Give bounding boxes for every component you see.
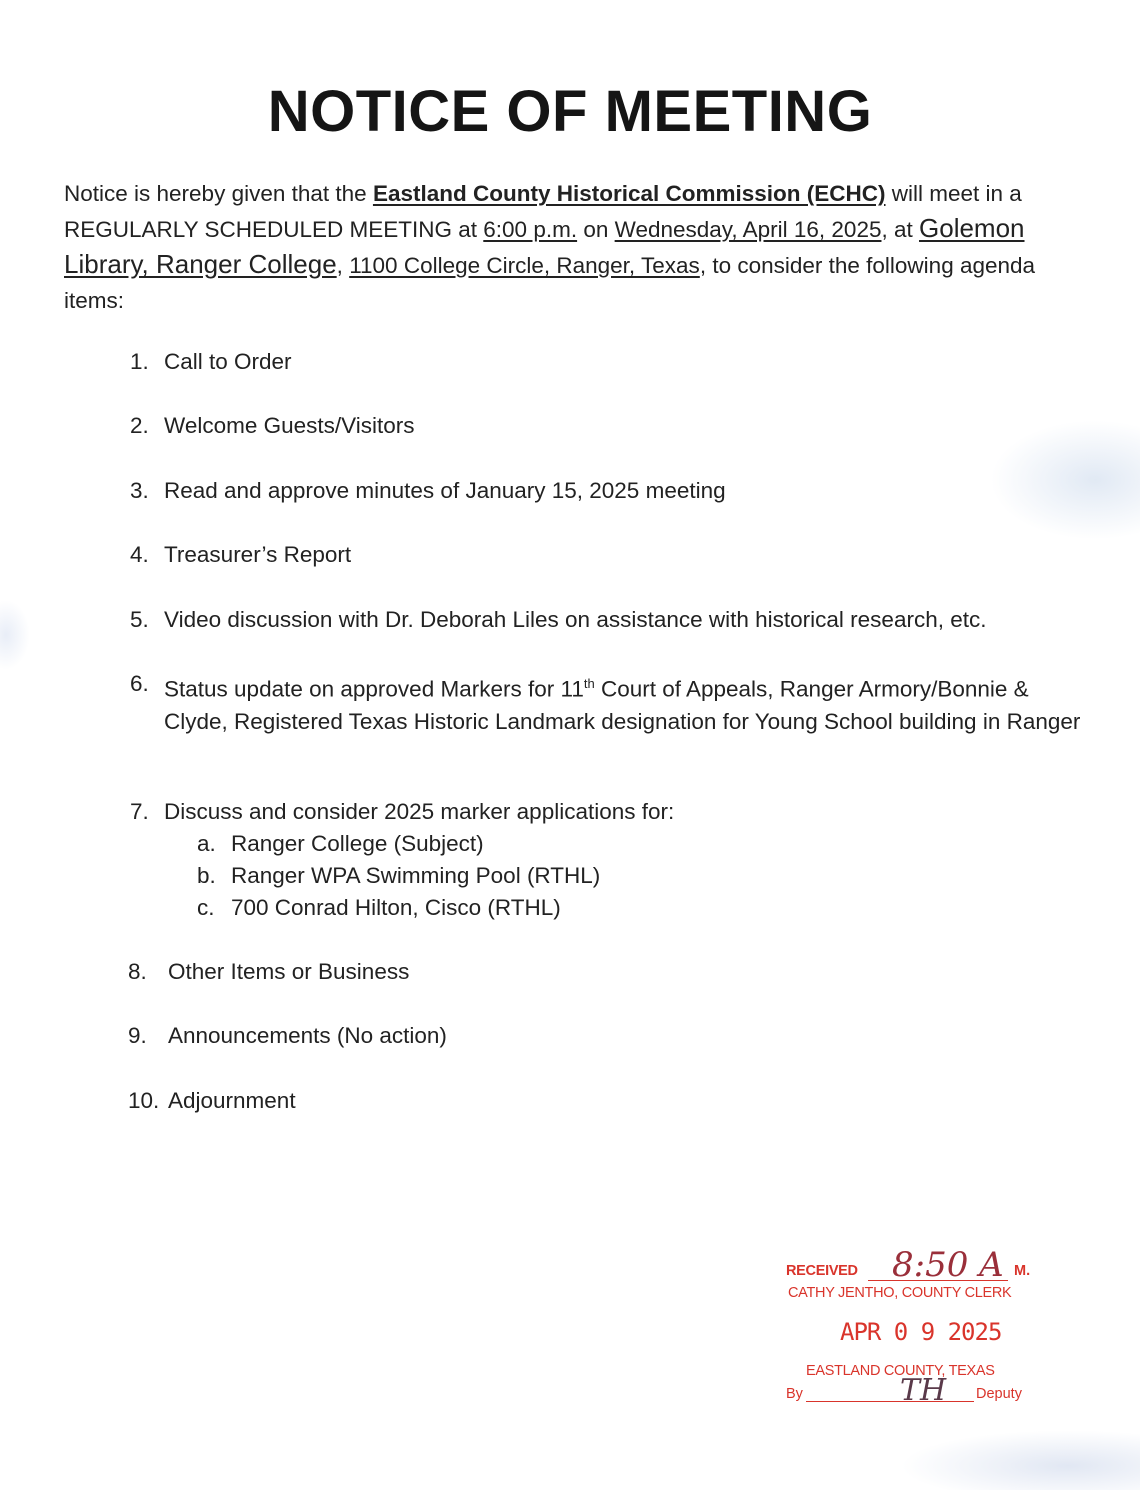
subitem-letter: a. [197, 831, 216, 856]
intro-text: , at [881, 217, 920, 242]
subitem-text: 700 Conrad Hilton, Cisco (RTHL) [231, 895, 561, 920]
agenda-text-part: Court of Appeals, Ranger Armory/Bonnie & Clyde, Registered Texas Historic Landmark designation for Young School building in Ranger [164, 676, 1081, 734]
agenda-number: 4. [130, 542, 149, 567]
stamp-by-label: By [786, 1386, 803, 1402]
meeting-address: 1100 College Circle, Ranger, Texas [349, 253, 700, 278]
agenda-subitem [197, 892, 561, 924]
agenda-number: 8. [128, 959, 147, 984]
commission-name: Eastland County Historical Commission (ECHC) [372, 181, 886, 206]
stamp-received-label: RECEIVED [786, 1263, 858, 1279]
agenda-number: 1. [130, 349, 149, 374]
agenda-text: Adjournment [168, 1088, 296, 1113]
subitem-letter: b. [197, 863, 216, 888]
intro-text: on [577, 217, 615, 242]
agenda-text: Welcome Guests/Visitors [164, 413, 415, 438]
agenda-subitem [197, 860, 601, 892]
subitem-letter: c. [197, 895, 215, 920]
agenda-text: Discuss and consider 2025 marker applications for: [164, 799, 675, 824]
stamp-m-label: M. [1014, 1263, 1031, 1279]
agenda-number: 5. [130, 607, 149, 632]
agenda-text: Read and approve minutes of January 15, 2025 meeting [164, 478, 726, 503]
agenda-text: Treasurer’s Report [164, 542, 352, 567]
agenda-number: 3. [130, 478, 149, 503]
agenda-number: 2. [130, 413, 149, 438]
stamp-handwritten-time: 8:50 A [892, 1245, 1004, 1285]
intro-text: , [336, 253, 350, 278]
stamp-clerk: CATHY JENTHO, COUNTY CLERK [788, 1285, 1012, 1301]
stamp-deputy-label: Deputy [976, 1386, 1022, 1402]
intro-text: , to consider the following agenda items: [64, 253, 1036, 313]
stamp-initials-signature: TH [900, 1373, 947, 1408]
stamp-line [806, 1401, 974, 1402]
agenda-text [164, 668, 1082, 738]
agenda-text: Video discussion with Dr. Deborah Liles on assistance with historical research, etc. [164, 607, 987, 632]
intro-text: will meet in a REGULARLY SCHEDULED MEETING at [64, 181, 1022, 242]
agenda-text: Call to Order [164, 349, 292, 374]
agenda-number: 7. [130, 799, 149, 824]
meeting-date: Wednesday, April 16, 2025 [614, 217, 882, 242]
agenda-number: 9. [128, 1023, 147, 1048]
ordinal-suffix: th [583, 676, 595, 691]
agenda-number: 10. [128, 1088, 160, 1113]
meeting-time: 6:00 p.m. [483, 217, 578, 242]
agenda-number: 6. [130, 671, 149, 696]
agenda-text: Announcements (No action) [168, 1023, 447, 1048]
stamp-date: APR 0 9 2025 [840, 1318, 1002, 1346]
page-title: NOTICE OF MEETING [267, 79, 873, 144]
meeting-venue: Golemon Library, Ranger College [64, 213, 1025, 279]
subitem-text: Ranger College (Subject) [231, 831, 484, 856]
agenda-text: Other Items or Business [168, 959, 410, 984]
stamp-county: EASTLAND COUNTY, TEXAS [806, 1363, 995, 1379]
agenda-text-part: Status update on approved Markers for 11 [164, 676, 584, 702]
agenda-subitem [197, 828, 484, 860]
received-stamp [780, 1245, 1040, 1425]
intro-text: Notice is hereby given that the [64, 181, 373, 206]
subitem-text: Ranger WPA Swimming Pool (RTHL) [231, 863, 601, 888]
